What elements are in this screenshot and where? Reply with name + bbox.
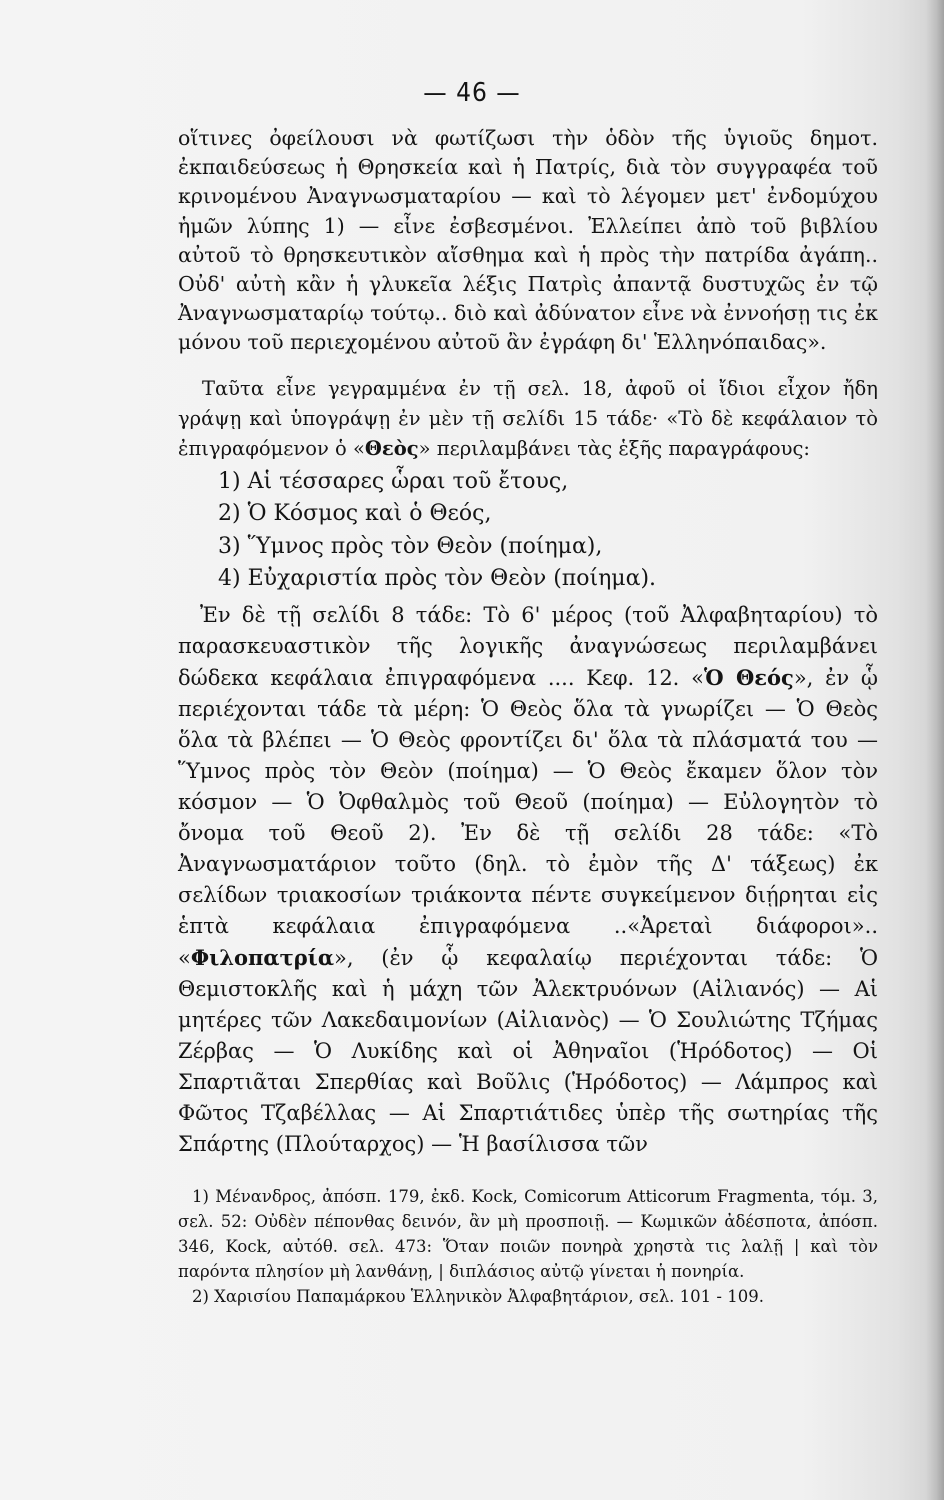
paragraph-3-text-c: », (ἐν ᾧ κεφαλαίῳ περιέχονται τάδε: Ὁ Θεμιστοκλῆς καὶ ἡ μάχη τῶν Ἀλεκτρυόνων (Αἰλιανός) — Αἱ μητέρες τῶν Λακεδαιμονίων (Αἰλιανὸς) — Ὁ Σουλιώτης Τζήμας Ζέρβας — Ὁ Λυκίδης καὶ οἱ Ἀθηναῖοι (Ἡρόδοτος) — Οἱ Σπαρτιᾶται Σπερθίας καὶ Βοῦλις (Ἡρόδοτος) — Λάμπρος καὶ Φῶτος Τζαβέλλας — Αἱ Σπαρτιάτιδες ὑπὲρ τῆς σωτηρίας τῆς Σπάρτης (Πλούταρχος) — Ἡ βασίλισσα τῶν [178,945,878,1156]
list-item: 2) Ὁ Κόσμος καὶ ὁ Θεός, [218,501,492,527]
paragraph-2 [178,374,878,464]
list-item: 4) Εὐχαριστία πρὸς τὸν Θεὸν (ποίημα). [218,566,657,592]
footnotes [178,1184,878,1309]
main-text [178,124,878,1160]
footnote-1: 1) Μένανδρος, ἀπόσπ. 179, ἐκδ. Kock, Comicorum Atticorum Fragmenta, τόμ. 3, σελ. 52: Οὐδὲν πέπονθας δεινόν, ἂν μὴ προσποιῇ. — Κωμικῶν ἀδέσποτα, ἀπόσπ. 346, Kock, αὐτόθ. σελ. 473: Ὅταν ποιῶν πονηρὰ χρηστὰ τις λαλῇ | καὶ τὸν παρόντα πλησίον μὴ λανθάνῃ, | διπλάσιος αὐτῷ γίνεται ἡ πονηρία. [178,1187,878,1281]
paragraph-2-text-a: Ταῦτα εἶνε γεγραμμένα ἐν τῇ σελ. 18, ἀφοῦ οἱ ἴδιοι εἶχον ἤδη γράψῃ καὶ ὑπογράψῃ ἐν μὲν τῇ σελίδι 15 τάδε· «Τὸ δὲ κεφάλαιον τὸ ἐπιγραφόμενον ὁ « [178,376,878,460]
paragraph-3-bold-filopatria: Φιλοπατρία [190,944,334,970]
paragraph-2-bold-theos: Θεὸς [364,436,419,460]
paragraph-3-text-b: », ἐν ᾧ περιέχονται τάδε τὰ μέρη: Ὁ Θεὸς ὅλα τὰ γνωρίζει — Ὁ Θεὸς ὅλα τὰ βλέπει — Ὁ Θεὸς φροντίζει δι' ὅλα τὰ πλάσματά του — Ὕμνος πρὸς τὸν Θεὸν (ποίημα) — Ὁ Θεὸς ἔκαμεν ὅλον τὸν κόσμον — Ὁ Ὀφθαλμὸς τοῦ Θεοῦ (ποίημα) — Εὐλογητὸν τὸ ὄνομα τοῦ Θεοῦ 2). Ἐν δὲ τῇ σελίδι 28 τάδε: «Τὸ Ἀναγνωσματάριον τοῦτο (δηλ. τὸ ἐμὸν τῆς Δ' τάξεως) ἐκ σελίδων τριακοσίων τριάκοντα πέντε συγκείμενον διῄρηται εἰς ἑπτὰ κεφάλαια ἐπιγραφόμενα ..«Ἀρεταὶ διάφοροι».. « [178,665,878,970]
footnote-2: 2) Χαρισίου Παπαμάρκου Ἑλληνικὸν Ἀλφαβητάριον, σελ. 101 - 109. [192,1287,764,1306]
paragraph-list [178,466,878,596]
list-item: 1) Αἱ τέσσαρες ὧραι τοῦ ἔτους, [218,468,569,494]
page-number: — 46 — [423,78,521,108]
paragraph-3-text-a: Ἐν δὲ τῇ σελίδι 8 τάδε: Τὸ 6' μέρος (τοῦ Ἀλφαβηταρίου) τὸ παρασκευαστικὸν τῆς λογικῆς ἀναγνώσεως περιλαμβάνει δώδεκα κεφάλαια ἐπιγραφόμενα .... Κεφ. 12. « [178,602,878,690]
list-item: 3) Ὕμνος πρὸς τὸν Θεὸν (ποίημα), [218,533,603,559]
paragraph-2-text-b: » περιλαμβάνει τὰς ἑξῆς παραγράφους: [418,436,810,460]
paragraph-1: οἵτινες ὀφείλουσι νὰ φωτίζωσι τὴν ὁδὸν τῆς ὑγιοῦς δημοτ. ἐκπαιδεύσεως ἡ Θρησκεία καὶ ἡ Πατρίς, διὰ τὸν συγγραφέα τοῦ κρινομένου Ἀναγνωσματαρίου — καὶ τὸ λέγομεν μετ' ἐνδομύχου ἡμῶν λύπης 1) — εἶνε ἐσβεσμένοι. Ἐλλείπει ἀπὸ τοῦ βιβλίου αὐτοῦ τὸ θρησκευτικὸν αἴσθημα καὶ ἡ πρὸς τὴν πατρίδα ἀγάπη.. Οὐδ' αὐτὴ κἂν ἡ γλυκεῖα λέξις Πατρὶς ἀπαντᾷ δυστυχῶς ἐν τῷ Ἀναγνωσματαρίῳ τούτῳ.. διὸ καὶ ἀδύνατον εἶνε νὰ ἐννοήσῃ τις ἐκ μόνου τοῦ περιεχομένου αὐτοῦ ἂν ἐγράφη δι' Ἑλληνόπαιδας». [178,126,878,355]
paragraph-3-bold-o-theos: Ὁ Θεός [703,664,794,690]
paragraph-3 [178,600,878,1160]
page-binding-shadow [926,0,944,1500]
